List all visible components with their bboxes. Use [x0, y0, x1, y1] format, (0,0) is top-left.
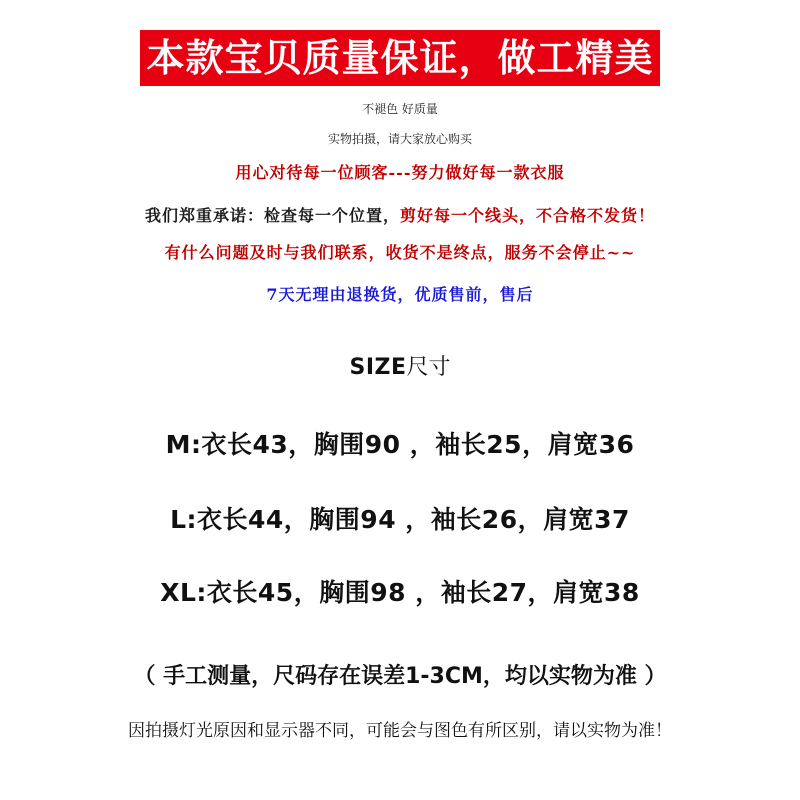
tagline-quality: 不褪色 好质量: [362, 102, 438, 116]
size-title-en: SIZE: [349, 355, 407, 380]
size-row-xl: XL:衣长45，胸围98 ，袖长27，肩宽38: [160, 578, 640, 607]
promise-line-care: 用心对待每一位顾客---努力做好每一款衣服: [235, 163, 565, 182]
promise-line-contact: 有什么问题及时与我们联系，收货不是终点，服务不会停止~~: [164, 243, 636, 262]
tagline-photos: 实物拍摄，请大家放心购买: [327, 132, 472, 146]
size-title-cn: 尺寸: [406, 355, 451, 380]
promise-line-commitment: [0, 203, 800, 226]
quality-banner-text: 本款宝贝质量保证，做工精美: [140, 30, 659, 86]
promise-commitment-prefix: 我们郑重承诺：检查每一个位置，: [144, 206, 400, 225]
promise-commitment-highlight: 剪好每一个线头，不合格不发货！: [400, 206, 656, 225]
promise-line-returns: 7天无理由退换货，优质售前，售后: [266, 285, 534, 304]
size-chart-title: [0, 350, 800, 381]
size-row-l: L:衣长44，胸围94 ，袖长26，肩宽37: [170, 505, 630, 534]
size-row-m: M:衣长43，胸围90 ，袖长25，肩宽36: [165, 430, 635, 459]
quality-banner: [0, 30, 800, 86]
color-disclaimer: 因拍摄灯光原因和显示器不同，可能会与图色有所区别，请以实物为准！: [128, 721, 672, 741]
measurement-note: （ 手工测量，尺码存在误差1-3CM，均以实物为准 ）: [133, 664, 667, 689]
